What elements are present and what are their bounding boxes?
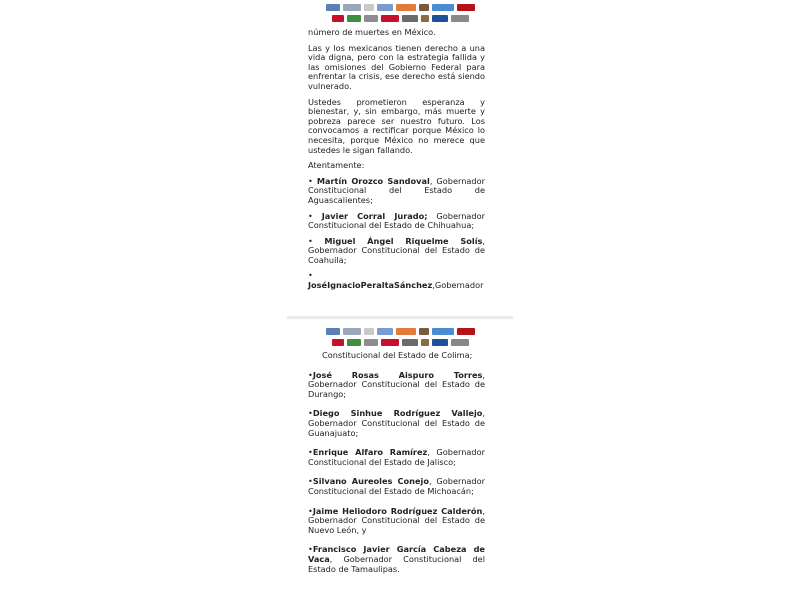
signer-title: , Gobernador Constitucional del Estado de Coahuila; [308,235,485,265]
state-logo-icon [347,15,361,22]
paragraph: número de muertes en México. [308,27,436,37]
state-logo-icon [457,328,475,335]
state-logo-icon [343,328,361,335]
signer-name: Silvano Aureoles Conejo [312,476,429,487]
signer-entry [308,477,485,496]
state-logo-icon [332,339,344,346]
signer-name: Javier Corral Jurado; [321,210,428,221]
page-1-body [308,28,485,297]
bullet: • [308,408,313,419]
state-logo-icon [332,15,344,22]
state-logo-icon [432,339,448,346]
signer-title: ,Gobernador [432,280,484,291]
state-logo-icon [451,339,469,346]
state-logo-icon [364,15,378,22]
signer-entry [308,237,485,266]
bullet: • [308,175,313,186]
page-2-body [308,351,485,578]
state-logo-icon [381,339,399,346]
state-logo-icon [377,328,393,335]
logo-row-top [309,328,491,336]
signer-entry [308,507,485,536]
document-page-1 [287,0,513,312]
logo-row-bottom [309,15,491,23]
logo-row-top [309,4,491,12]
signer-entry [308,409,485,438]
state-logo-icon [364,328,374,335]
state-logo-icon [396,328,416,335]
signer-entry [308,448,485,467]
signer-entry [308,177,485,206]
closing-salutation: Atentamente: [308,160,365,171]
bullet: • [308,369,313,380]
signer-name: JoséIgnacioPeraltaSánchez [308,280,433,291]
signer-entry [308,371,485,400]
state-logo-icon [432,4,454,11]
state-logo-icon [402,15,418,22]
signer-name: Francisco Javier García Cabeza de Vaca [308,544,485,564]
state-logo-icon [326,328,340,335]
state-logo-icon [364,339,378,346]
document-page-2 [287,322,513,600]
bullet: • [308,544,313,555]
signer-entry [308,545,485,574]
bullet: • [308,505,313,516]
signer-name: Enrique Alfaro Ramírez [312,447,428,458]
state-logo-icon [419,4,429,11]
state-logo-icon [419,328,429,335]
signer-title: , Gobernador Constitucional del Estado de Aguascalientes; [308,175,486,205]
state-logo-icon [402,339,418,346]
signer-name: Martín Orozco Sandoval [316,175,430,186]
signer-entry [308,212,485,231]
signer-title: , Gobernador Constitucional del Estado de Durango; [308,369,485,399]
state-logo-icon [421,15,429,22]
signer-title: , Gobernador Constitucional del Estado de Nuevo León, y [308,505,485,535]
state-logo-icon [457,4,475,11]
logo-row-bottom [309,339,491,347]
state-logo-icon [432,15,448,22]
state-logo-icon [421,339,429,346]
state-logo-icon [396,4,416,11]
page-separator [287,316,513,319]
bullet: • [308,270,313,281]
signer-title: , Gobernador Constitucional del Estado de Guanajuato; [308,408,485,438]
signer-title: , Gobernador Constitucional del Estado de Michoacán; [308,476,486,496]
signer-name: José Rosas Aispuro Torres [312,369,483,380]
state-logo-icon [377,4,393,11]
state-logo-icon [326,4,340,11]
signer-name: Diego Sinhue Rodríguez Vallejo [312,408,483,419]
paragraph: Ustedes prometieron esperanza y bienestar, y, sin embargo, más muerte y pobreza parece ser nuestro futuro. Los convocamos a rectificar porque México lo necesita, porque México no merece que ustedes le sigan fallando. [308,96,485,155]
signer-title: , Gobernador Constitucional del Estado de Tamaulipas. [308,553,485,574]
paragraph: Las y los mexicanos tienen derecho a una vida digna, pero con la estrategia fallida y las omisiones del Gobierno Federal para enfrentar la crisis, ese derecho está siendo vulnerado. [308,42,485,91]
header-logo-strip [309,4,491,26]
state-logo-icon [451,15,469,22]
state-logo-icon [364,4,374,11]
bullet: • [308,235,313,246]
signer-name: Miguel Ángel Riquelme Solís [324,235,483,246]
state-logo-icon [347,339,361,346]
signer-title: Gobernador Constitucional del Estado de Chihuahua; [308,210,485,231]
bullet: • [308,476,313,487]
continuation-line: Constitucional del Estado de Colima; [322,350,473,360]
header-logo-strip [309,328,491,350]
state-logo-icon [432,328,454,335]
state-logo-icon [381,15,399,22]
bullet: • [308,447,313,458]
signer-title: , Gobernador Constitucional del Estado de Jalisco; [308,447,485,467]
signer-name: Jaime Heliodoro Rodríguez Calderón [312,505,483,516]
state-logo-icon [343,4,361,11]
bullet: • [308,210,313,221]
signer-entry [308,271,485,290]
